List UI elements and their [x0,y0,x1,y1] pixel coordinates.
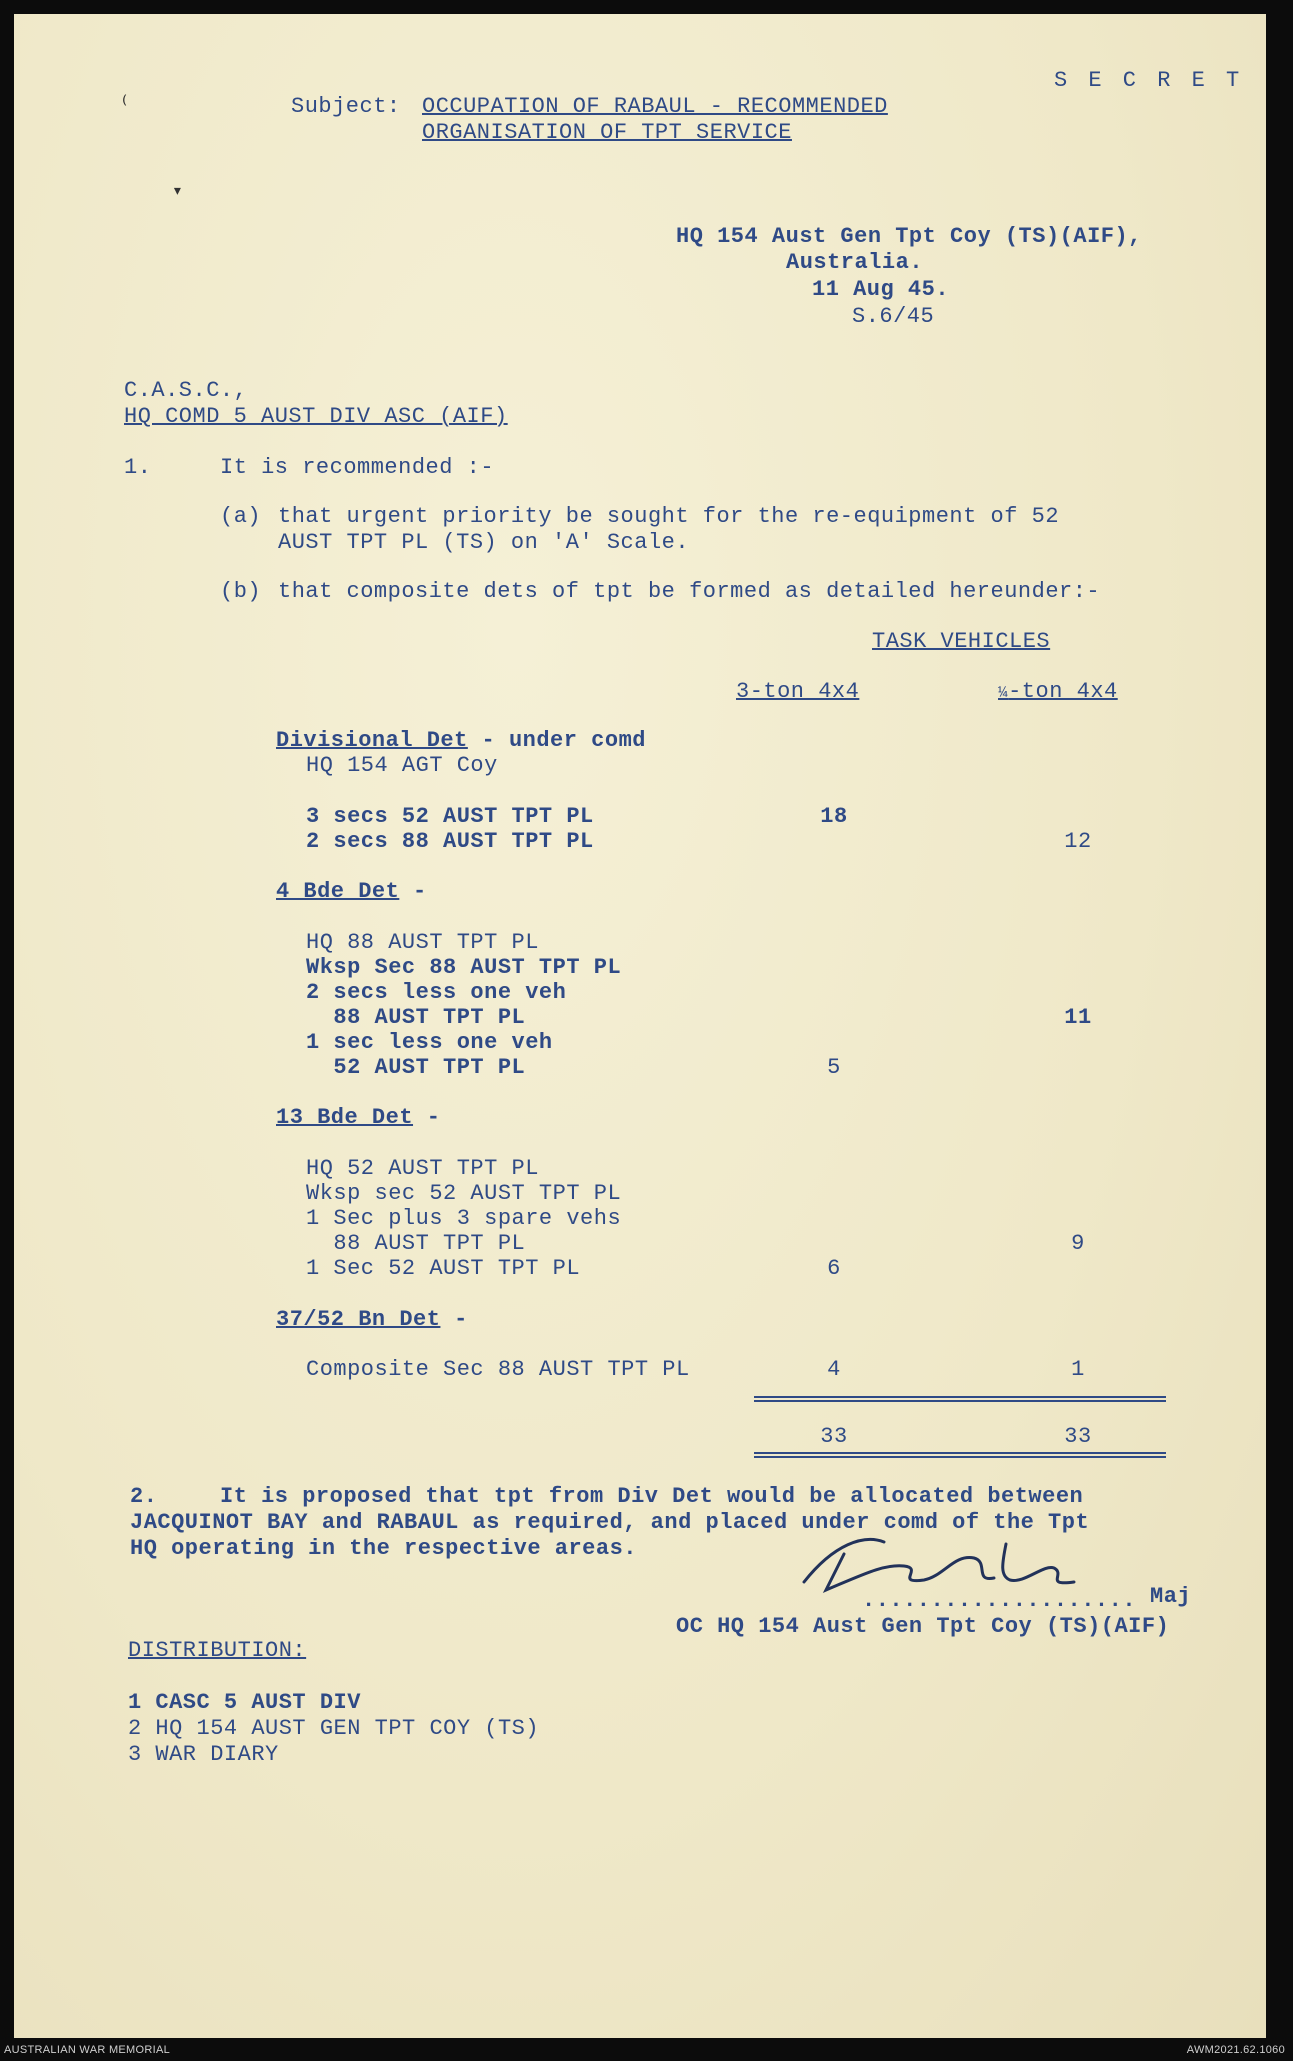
bde13-row-2-label: Wksp sec 52 AUST TPT PL [306,1181,622,1206]
bde4-row-4-label: 88 AUST TPT PL [306,1005,526,1030]
bde4-row-6-3ton: 5 [827,1055,841,1080]
bn-suffix: - [440,1307,468,1332]
bde13-row-5-label: 1 Sec 52 AUST TPT PL [306,1256,581,1281]
bn-title [276,1307,468,1333]
footer-accession-number: AWM2021.62.1060 [1186,2044,1285,2056]
para1-a-line-1: that urgent priority be sought for the re-equipment of 52 [278,504,1060,529]
letter-reference: S.6/45 [852,304,935,329]
bde4-row-2-label: Wksp Sec 88 AUST TPT PL [306,955,622,980]
bde4-row-1-label: HQ 88 AUST TPT PL [306,930,539,955]
quarter-fraction: ¼ [998,684,1009,702]
column-quarter-ton [998,679,1118,706]
div-det-sub: HQ 154 AGT Coy [306,753,498,778]
div-row-1-3ton: 18 [820,804,848,829]
margin-mark: ⁽ [118,93,132,118]
column-3ton: 3-ton 4x4 [736,679,860,704]
total-quarter-ton: 33 [1064,1424,1092,1449]
total-3ton: 33 [820,1424,848,1449]
para1-b-label: (b) [220,579,262,604]
margin-tick: ▾ [172,182,183,202]
classification-label: S E C R E T [1054,68,1244,93]
signature-rank: Maj [1150,1584,1192,1609]
letter-date: 11 Aug 45. [812,277,950,302]
subject-line-1: OCCUPATION OF RABAUL - RECOMMENDED [422,94,888,119]
para2-line-2: JACQUINOT BAY and RABAUL as required, and placed under comd of the Tpt [130,1510,1090,1535]
bde13-row-4-label: 88 AUST TPT PL [306,1231,526,1256]
sender-location: Australia. [786,250,924,275]
div-row-2-quarter-ton: 12 [1064,829,1092,854]
bn-row-1-label: Composite Sec 88 AUST TPT PL [306,1357,690,1382]
bn-name: 37/52 Bn Det [276,1307,441,1332]
bde13-row-5-3ton: 6 [827,1256,841,1281]
para1-b-line-1: that composite dets of tpt be formed as detailed hereunder:- [278,579,1101,604]
bde13-name: 13 Bde Det [276,1105,414,1130]
bde4-title [276,879,427,905]
bn-row-1-quarter-ton: 1 [1071,1357,1085,1382]
table-heading: TASK VEHICLES [872,629,1051,654]
signature-title: OC HQ 154 Aust Gen Tpt Coy (TS)(AIF) [676,1614,1170,1639]
total-rule-top [754,1396,1166,1402]
bde4-row-4-quarter-ton: 11 [1064,1005,1092,1030]
bde13-row-4-quarter-ton: 9 [1071,1231,1085,1256]
distribution-item-3: 3 WAR DIARY [128,1742,279,1767]
bde4-row-5-label: 1 sec less one veh [306,1030,553,1055]
sender-unit: HQ 154 Aust Gen Tpt Coy (TS)(AIF), [676,224,1142,249]
bde13-row-1-label: HQ 52 AUST TPT PL [306,1156,539,1181]
para2-number: 2. [130,1484,158,1509]
addressee-line-1: C.A.S.C., [124,378,248,403]
addressee-line-2: HQ COMD 5 AUST DIV ASC (AIF) [124,404,508,429]
footer-archive-name: AUSTRALIAN WAR MEMORIAL [4,2044,171,2056]
div-row-2-label: 2 secs 88 AUST TPT PL [306,829,594,854]
subject-line-2: ORGANISATION OF TPT SERVICE [422,120,792,145]
column-quarter-ton-label: -ton 4x4 [1008,679,1118,704]
subject-label: Subject: [291,94,401,119]
total-rule-bottom [754,1452,1166,1458]
bde4-suffix: - [399,879,427,904]
bde13-title [276,1105,440,1131]
para1-number: 1. [124,455,152,480]
bde4-row-3-label: 2 secs less one veh [306,980,567,1005]
bde4-name: 4 Bde Det [276,879,400,904]
bde13-suffix: - [413,1105,441,1130]
para1-a-label: (a) [220,504,262,529]
distribution-item-1: 1 CASC 5 AUST DIV [128,1690,361,1715]
para1-a-line-2: AUST TPT PL (TS) on 'A' Scale. [278,530,690,555]
para1-intro: It is recommended :- [220,455,495,480]
bde4-row-6-label: 52 AUST TPT PL [306,1055,526,1080]
para2-line-1: It is proposed that tpt from Div Det would be allocated between [220,1484,1084,1509]
div-det-name: Divisional Det [276,728,468,753]
distribution-item-2: 2 HQ 154 AUST GEN TPT COY (TS) [128,1716,540,1741]
div-det-suffix: - under comd [467,728,646,753]
document-sheet [14,14,1266,2038]
bn-row-1-3ton: 4 [827,1357,841,1382]
div-det-title [276,728,646,754]
para2-line-3: HQ operating in the respective areas. [130,1536,637,1561]
bde13-row-3-label: 1 Sec plus 3 spare vehs [306,1206,622,1231]
distribution-heading: DISTRIBUTION: [128,1638,307,1663]
signature-dots: .................... [862,1588,1137,1613]
div-row-1-label: 3 secs 52 AUST TPT PL [306,804,594,829]
